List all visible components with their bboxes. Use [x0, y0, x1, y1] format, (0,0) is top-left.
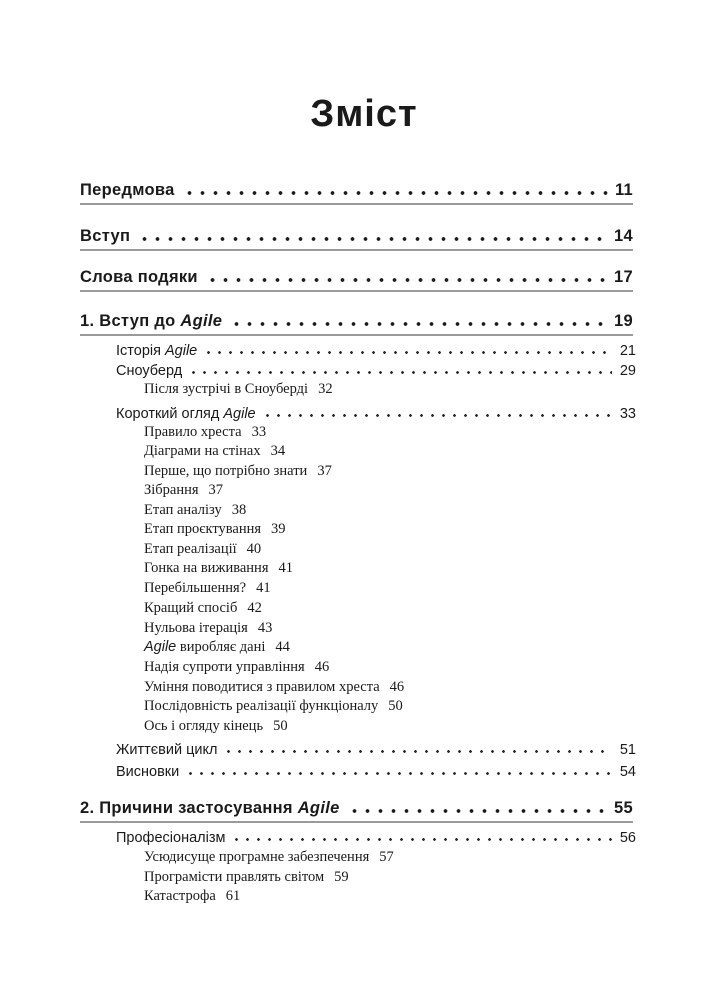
toc-subsection-page: 61 [225, 888, 241, 904]
toc-entry-label: Слова подяки [80, 268, 198, 286]
toc-subsection[interactable] [144, 443, 285, 462]
toc-subsection-page: 33 [251, 424, 267, 440]
toc-subsection-label: Ось і огляду кінець [144, 718, 264, 734]
dot-leader [203, 351, 612, 354]
toc-subsection-label: Agile виробляє дані [144, 639, 266, 655]
divider [80, 334, 633, 336]
toc-subsection-label: Після зустрічі в Сноуберді [144, 381, 309, 397]
page-title: Зміст [310, 93, 418, 135]
toc-subsection-page: 37 [317, 463, 332, 479]
toc-subsection-page: 32 [318, 381, 333, 397]
divider [80, 249, 633, 251]
divider [80, 290, 633, 292]
toc-section[interactable] [116, 402, 636, 422]
toc-section-label: Висновки [116, 764, 180, 780]
dot-leader [230, 322, 608, 326]
toc-entry-label: 1. Вступ до Agile [80, 312, 223, 330]
toc-subsection-page: 59 [334, 869, 349, 885]
dot-leader [183, 191, 609, 195]
toc-subsection-label: Правило хреста [144, 424, 242, 440]
toc-subsection[interactable] [144, 679, 404, 698]
toc-subsection-page: 50 [273, 718, 288, 734]
toc-subsection-label: Зібрання [144, 482, 199, 498]
toc-subsection[interactable] [144, 463, 332, 482]
dot-leader [223, 750, 611, 753]
toc-subsection-label: Етап проєктування [144, 521, 262, 537]
toc-section-label: Короткий огляд Agile [116, 406, 256, 422]
toc-section-label: Професіоналізм [116, 830, 226, 846]
toc-subsection[interactable] [144, 888, 240, 907]
dot-leader [348, 809, 608, 813]
toc-subsection[interactable] [144, 424, 266, 443]
toc-subsection[interactable] [144, 541, 261, 560]
toc-subsection-page: 41 [278, 560, 293, 576]
toc-subsection-label: Нульова ітерація [144, 620, 248, 636]
toc-section-page: 51 [619, 742, 636, 758]
toc-entry-page: 19 [614, 312, 633, 330]
toc-entry-label: 2. Причини застосування Agile [80, 799, 340, 817]
toc-section[interactable] [116, 359, 636, 379]
toc-subsection[interactable] [144, 639, 290, 658]
toc-subsection-page: 43 [257, 620, 273, 636]
toc-subsection[interactable] [144, 381, 333, 400]
toc-section[interactable] [116, 738, 636, 758]
toc-subsection-page: 40 [246, 541, 262, 557]
toc-subsection[interactable] [144, 600, 262, 619]
toc-section-label: Історія Agile [116, 343, 198, 359]
toc-subsection[interactable] [144, 659, 329, 678]
toc-subsection-page: 46 [389, 679, 405, 695]
dot-leader [188, 371, 612, 374]
toc-section[interactable] [116, 339, 636, 359]
toc-subsection-label: Надія супроти управління [144, 659, 305, 675]
toc-subsection-page: 37 [208, 482, 224, 498]
toc-entry-preface[interactable] [80, 174, 633, 200]
toc-section-page: 56 [619, 830, 636, 846]
toc-entry-page: 14 [614, 227, 633, 245]
toc-subsection-label: Перше, що потрібно знати [144, 463, 308, 479]
toc-entry-page: 17 [614, 268, 633, 286]
toc-subsection-label: Діаграми на стінах [144, 443, 261, 459]
toc-section-label: Сноуберд [116, 363, 183, 379]
toc-entry-chapter-1[interactable] [80, 305, 633, 331]
toc-subsection-page: 42 [247, 600, 262, 616]
dot-leader [185, 772, 612, 775]
toc-entry-intro[interactable] [80, 220, 633, 246]
toc-subsection-page: 34 [270, 443, 286, 459]
toc-subsection-page: 39 [271, 521, 286, 537]
toc-subsection-label: Програмісти правлять світом [144, 869, 325, 885]
toc-subsection-label: Катастрофа [144, 888, 216, 904]
toc-entry-acknowledgements[interactable] [80, 261, 633, 287]
toc-subsection-label: Уміння поводитися з правилом хреста [144, 679, 380, 695]
toc-section-page: 54 [619, 764, 636, 780]
toc-subsection[interactable] [144, 698, 403, 717]
toc-subsection[interactable] [144, 869, 349, 888]
divider [80, 821, 633, 823]
toc-subsection[interactable] [144, 482, 223, 501]
toc-subsection-page: 44 [275, 639, 290, 655]
toc-subsection-label: Послідовність реалізації функціоналу [144, 698, 379, 714]
toc-section[interactable] [116, 826, 636, 846]
toc-entry-page: 55 [614, 799, 633, 817]
toc-subsection[interactable] [144, 521, 286, 540]
dot-leader [138, 237, 608, 241]
toc-subsection[interactable] [144, 502, 246, 521]
toc-subsection-page: 57 [379, 849, 394, 865]
toc-subsection[interactable] [144, 560, 293, 579]
toc-section-page: 33 [619, 406, 636, 422]
dot-leader [262, 414, 612, 417]
toc-subsection[interactable] [144, 849, 394, 868]
toc-subsection-label: Етап реалізації [144, 541, 237, 557]
toc-subsection-page: 46 [314, 659, 330, 675]
toc-entry-label: Передмова [80, 181, 175, 199]
dot-leader [231, 838, 611, 841]
toc-section-page: 21 [619, 343, 636, 359]
toc-subsection-label: Етап аналізу [144, 502, 222, 518]
toc-subsection-page: 41 [256, 580, 271, 596]
dot-leader [206, 278, 608, 282]
toc-subsection[interactable] [144, 580, 271, 599]
toc-subsection-label: Усюдисуще програмне забезпечення [144, 849, 370, 865]
toc-section[interactable] [116, 760, 636, 780]
toc-section-label: Життєвий цикл [116, 742, 218, 758]
toc-subsection-label: Кращий спосіб [144, 600, 238, 616]
toc-subsection-label: Гонка на виживання [144, 560, 269, 576]
toc-subsection-page: 50 [388, 698, 403, 714]
toc-entry-chapter-2[interactable] [80, 792, 633, 818]
toc-subsection-page: 38 [231, 502, 247, 518]
toc-section-page: 29 [619, 363, 636, 379]
toc-entry-page: 11 [614, 181, 633, 199]
toc-subsection-label: Перебільшення? [144, 580, 247, 596]
toc-subsection[interactable] [144, 620, 272, 639]
toc-subsection[interactable] [144, 718, 288, 737]
toc-entry-label: Вступ [80, 227, 131, 245]
divider [80, 203, 633, 205]
